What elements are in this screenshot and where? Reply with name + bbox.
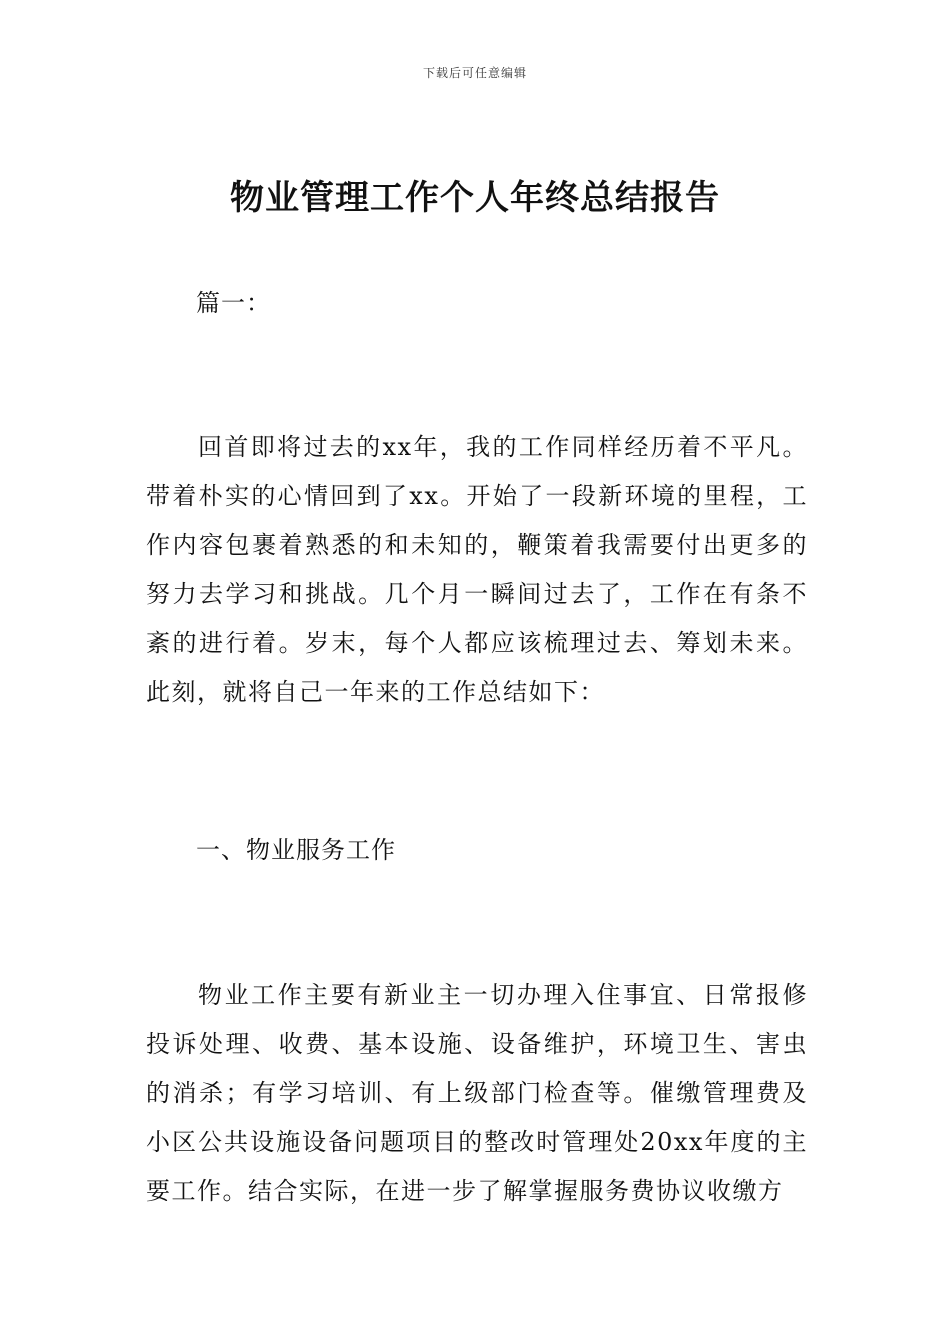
part-label: 篇一：	[196, 289, 271, 317]
page-header-note: 下载后可任意编辑	[422, 66, 527, 80]
document-title: 物业管理工作个人年终总结报告	[230, 178, 720, 218]
section-paragraph: 物业工作主要有新业主一切办理入住事宜、日常报修投诉处理、收费、基本设施、设备维护，环境卫生、害虫的消杀；有学习培训、有上级部门检查等。催缴管理费及小区公共设施设备问题项目的整改时管理处20xx年度的主要工作。结合实际，在进一步了解掌握服务费协议收缴方	[146, 981, 808, 1205]
intro-paragraph: 回首即将过去的xx年，我的工作同样经历着不平凡。带着朴实的心情回到了xx。开始了一段新环境的里程，工作内容包裹着熟悉的和未知的，鞭策着我需要付出更多的努力去学习和挑战。几个月一瞬间过去了，工作在有条不紊的进行着。岁末，每个人都应该梳理过去、筹划未来。此刻，就将自己一年来的工作总结如下：	[146, 433, 808, 706]
section-heading: 一、物业服务工作	[196, 836, 396, 864]
